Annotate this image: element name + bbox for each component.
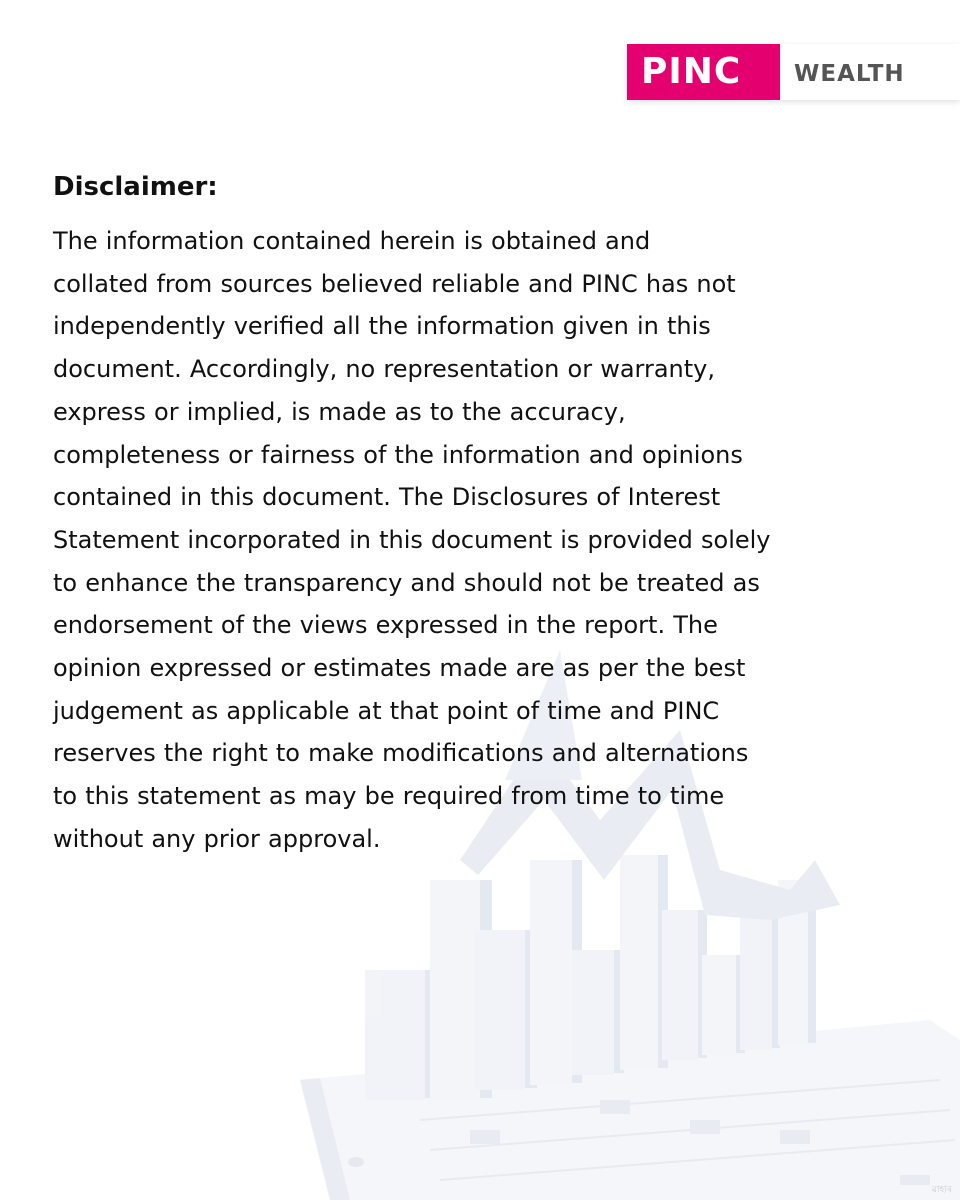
disclaimer-body (53, 220, 903, 861)
disclaimer-line: document. Accordingly, no representation or warranty, (53, 355, 715, 384)
pinc-wealth-logo (627, 44, 960, 100)
watermark-text: ৱাহাৰ (931, 1185, 952, 1195)
disclaimer-line: collated from sources believed reliable and PINC has not (53, 269, 736, 298)
disclaimer-line: contained in this document. The Disclosures of Interest (53, 483, 721, 512)
logo-brand-text: PINC (627, 44, 780, 100)
disclaimer-line: express or implied, is made as to the accuracy, (53, 397, 626, 426)
disclaimer-line: without any prior approval. (53, 824, 381, 853)
disclaimer-heading: Disclaimer: (53, 172, 218, 202)
disclaimer-line: opinion expressed or estimates made are as per the best (53, 654, 746, 683)
disclaimer-line: completeness or fairness of the information and opinions (53, 440, 743, 469)
logo-sub-text: WEALTH (780, 44, 960, 100)
disclaimer-line: endorsement of the views expressed in the report. The (53, 611, 718, 640)
disclaimer-line: to enhance the transparency and should not be treated as (53, 568, 760, 597)
disclaimer-line: independently verified all the information given in this (53, 312, 711, 341)
disclaimer-line: judgement as applicable at that point of time and PINC (53, 696, 720, 725)
disclaimer-line: reserves the right to make modifications and alternations (53, 739, 749, 768)
disclaimer-line: The information contained herein is obtained and (53, 227, 651, 255)
disclaimer-line: Statement incorporated in this document is provided solely (53, 525, 771, 554)
disclaimer-line: to this statement as may be required from time to time (53, 782, 725, 811)
